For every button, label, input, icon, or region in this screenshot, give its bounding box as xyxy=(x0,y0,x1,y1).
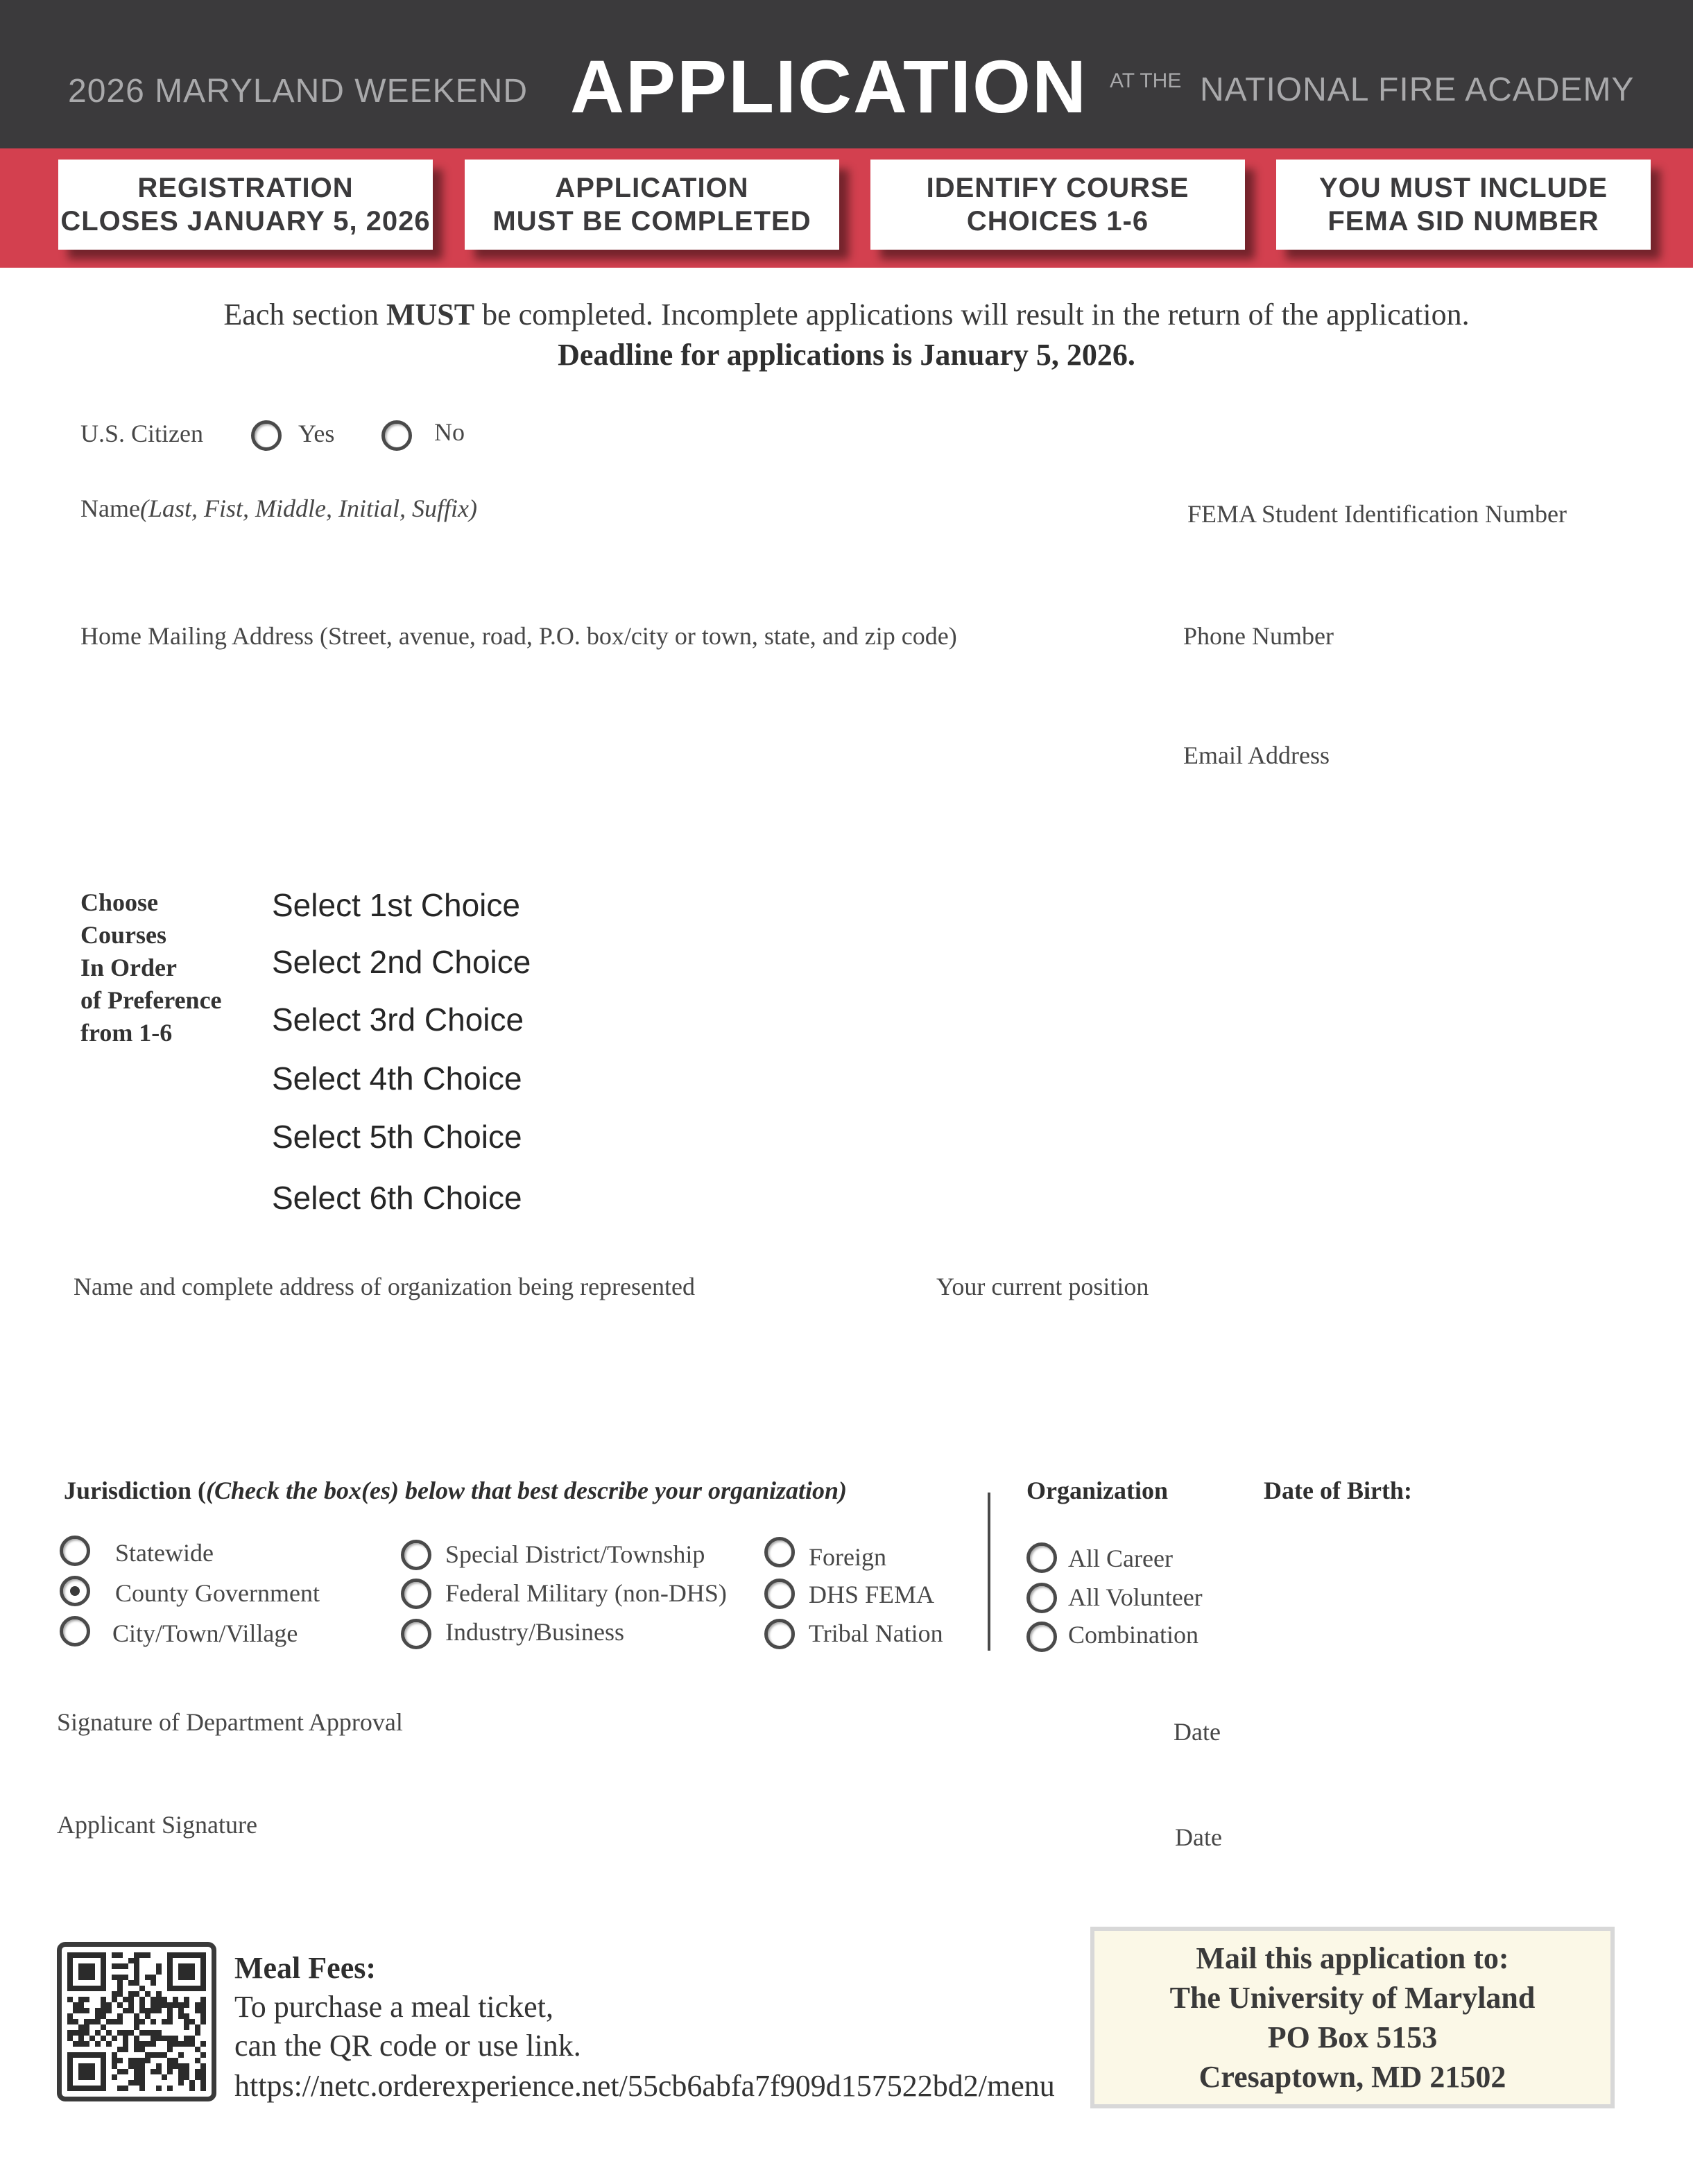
dept-date-input[interactable] xyxy=(1174,1748,1604,1796)
jurisdiction-foreign-radio[interactable] xyxy=(764,1537,795,1567)
course-instructions-line: from 1-6 xyxy=(80,1019,173,1047)
course-choice-2-select[interactable]: Select 2nd Choice xyxy=(272,944,531,980)
header-prefix: 2026 MARYLAND WEEKEND xyxy=(68,73,528,110)
course-choice-6-select[interactable]: Select 6th Choice xyxy=(272,1180,522,1216)
organization-address-input[interactable] xyxy=(74,1307,906,1445)
notice-fema-sid xyxy=(1276,160,1651,250)
mail-heading: Mail this application to: xyxy=(1196,1941,1509,1975)
jurisdiction-statewide-label: Statewide xyxy=(115,1539,214,1567)
applicant-signature-label: Applicant Signature xyxy=(57,1811,257,1839)
organization-all-career-label: All Career xyxy=(1068,1545,1173,1572)
jurisdiction-foreign-label: Foreign xyxy=(809,1543,886,1571)
course-instructions xyxy=(80,886,222,1049)
course-instructions-line: Courses xyxy=(80,921,166,949)
fema-sid-input[interactable] xyxy=(1187,534,1617,590)
dept-date-label: Date xyxy=(1174,1718,1221,1746)
dept-signature-label: Signature of Department Approval xyxy=(57,1708,403,1736)
applicant-date-input[interactable] xyxy=(1175,1853,1605,1902)
intro-post: be completed. Incomplete applications will result in the return of the application. xyxy=(474,298,1470,332)
organization-all-volunteer-radio[interactable] xyxy=(1026,1583,1057,1613)
jurisdiction-dhs-fema-label: DHS FEMA xyxy=(809,1581,935,1608)
deadline-text: Deadline for applications is January 5, 2026. xyxy=(558,338,1135,372)
course-choice-3-select[interactable]: Select 3rd Choice xyxy=(272,1001,524,1038)
jurisdiction-hint: (Check the box(es) below that best describe your organization) xyxy=(206,1477,848,1504)
citizen-no-radio[interactable] xyxy=(381,420,412,451)
mail-city: Cresaptown, MD 21502 xyxy=(1198,2060,1506,2094)
course-instructions-line: of Preference xyxy=(80,986,222,1014)
jurisdiction-federal-military-label: Federal Military (non-DHS) xyxy=(445,1579,727,1607)
notice-line: MUST BE COMPLETED xyxy=(492,206,811,237)
organization-all-career-radio[interactable] xyxy=(1026,1542,1057,1573)
name-label-text: Name xyxy=(80,495,140,522)
course-instructions-line: In Order xyxy=(80,954,177,981)
course-choice-4-select[interactable]: Select 4th Choice xyxy=(272,1060,522,1097)
jurisdiction-title: Jurisdiction xyxy=(64,1477,192,1504)
meal-title: Meal Fees: xyxy=(234,1951,376,1985)
jurisdiction-city-radio[interactable] xyxy=(60,1616,90,1646)
notice-registration-closes xyxy=(58,160,433,250)
qr-code-frame[interactable] xyxy=(57,1942,216,2101)
citizen-no-label: No xyxy=(434,418,465,446)
organization-combination-radio[interactable] xyxy=(1026,1622,1057,1652)
jurisdiction-special-district-radio[interactable] xyxy=(401,1540,431,1570)
course-instructions-line: Choose xyxy=(80,888,159,916)
meal-link[interactable]: https://netc.orderexperience.net/55cb6abfa7f909d157522bd2/menu xyxy=(234,2069,1055,2103)
notice-course-choices xyxy=(870,160,1245,250)
jurisdiction-statewide-radio[interactable] xyxy=(60,1536,90,1566)
header-suffix: NATIONAL FIRE ACADEMY xyxy=(1200,71,1635,108)
mail-recipient: The University of Maryland xyxy=(1169,1981,1536,2015)
organization-combination-label: Combination xyxy=(1068,1621,1198,1649)
position-input[interactable] xyxy=(936,1307,1616,1369)
notice-line: CHOICES 1-6 xyxy=(966,206,1149,237)
email-label: Email Address xyxy=(1183,741,1330,769)
organization-address-label: Name and complete address of organization being represented xyxy=(74,1273,695,1300)
course-choice-5-select[interactable]: Select 5th Choice xyxy=(272,1119,522,1155)
notice-application-completed xyxy=(465,160,839,250)
qr-code-icon xyxy=(67,1952,206,2091)
jurisdiction-tribal-label: Tribal Nation xyxy=(809,1619,943,1647)
citizen-label: U.S. Citizen xyxy=(80,420,203,447)
notice-line: FEMA SID NUMBER xyxy=(1327,206,1599,237)
jurisdiction-city-label: City/Town/Village xyxy=(112,1619,298,1647)
dob-label: Date of Birth: xyxy=(1264,1477,1412,1504)
jurisdiction-heading: Jurisdiction ((Check the box(es) below that best describe your organization) xyxy=(64,1477,848,1504)
dept-signature-field[interactable] xyxy=(57,1739,1097,1788)
intro-pre: Each section xyxy=(223,298,386,332)
meal-line-1: To purchase a meal ticket, xyxy=(234,1990,553,2024)
intro-text xyxy=(0,297,1693,332)
applicant-signature-field[interactable] xyxy=(57,1842,1097,1891)
name-label xyxy=(80,494,477,523)
notice-line: REGISTRATION xyxy=(137,173,354,203)
organization-all-volunteer-label: All Volunteer xyxy=(1068,1583,1203,1611)
jurisdiction-county-label: County Government xyxy=(115,1579,320,1607)
jurisdiction-dhs-fema-radio[interactable] xyxy=(764,1579,795,1609)
applicant-date-label: Date xyxy=(1175,1823,1222,1851)
phone-input[interactable] xyxy=(1183,656,1613,712)
intro-must: MUST xyxy=(386,298,475,332)
jurisdiction-industry-radio[interactable] xyxy=(401,1619,431,1649)
section-divider xyxy=(988,1493,990,1651)
citizen-yes-radio[interactable] xyxy=(251,420,282,451)
email-input[interactable] xyxy=(1183,775,1613,831)
address-label: Home Mailing Address (Street, avenue, road, P.O. box/city or town, state, and zip code) xyxy=(80,622,957,650)
jurisdiction-special-district-label: Special District/Township xyxy=(445,1540,705,1568)
header-title: APPLICATION xyxy=(570,44,1088,128)
dob-input[interactable] xyxy=(1264,1512,1610,1567)
jurisdiction-county-radio[interactable] xyxy=(60,1576,90,1606)
name-hint: (Last, Fist, Middle, Initial, Suffix) xyxy=(139,495,477,522)
address-input[interactable] xyxy=(80,656,1121,795)
header-at-the: AT THE xyxy=(1110,69,1182,92)
mail-po-box: PO Box 5153 xyxy=(1267,2020,1438,2054)
position-label: Your current position xyxy=(936,1273,1149,1300)
notice-line: YOU MUST INCLUDE xyxy=(1319,173,1608,203)
jurisdiction-federal-military-radio[interactable] xyxy=(401,1579,431,1609)
meal-line-2: can the QR code or use link. xyxy=(234,2029,581,2063)
course-choice-1-select[interactable]: Select 1st Choice xyxy=(272,887,520,923)
organization-type-title: Organization xyxy=(1026,1477,1168,1504)
jurisdiction-industry-label: Industry/Business xyxy=(445,1618,625,1646)
fema-sid-label: FEMA Student Identification Number xyxy=(1187,500,1567,528)
phone-label: Phone Number xyxy=(1183,622,1334,650)
notice-line: APPLICATION xyxy=(555,173,749,203)
citizen-yes-label: Yes xyxy=(298,420,335,447)
name-input[interactable] xyxy=(80,527,1121,590)
notice-line: IDENTIFY COURSE xyxy=(926,173,1189,203)
notice-line: CLOSES JANUARY 5, 2026 xyxy=(60,206,431,237)
jurisdiction-tribal-radio[interactable] xyxy=(764,1619,795,1649)
mailing-address-box xyxy=(1090,1927,1615,2108)
